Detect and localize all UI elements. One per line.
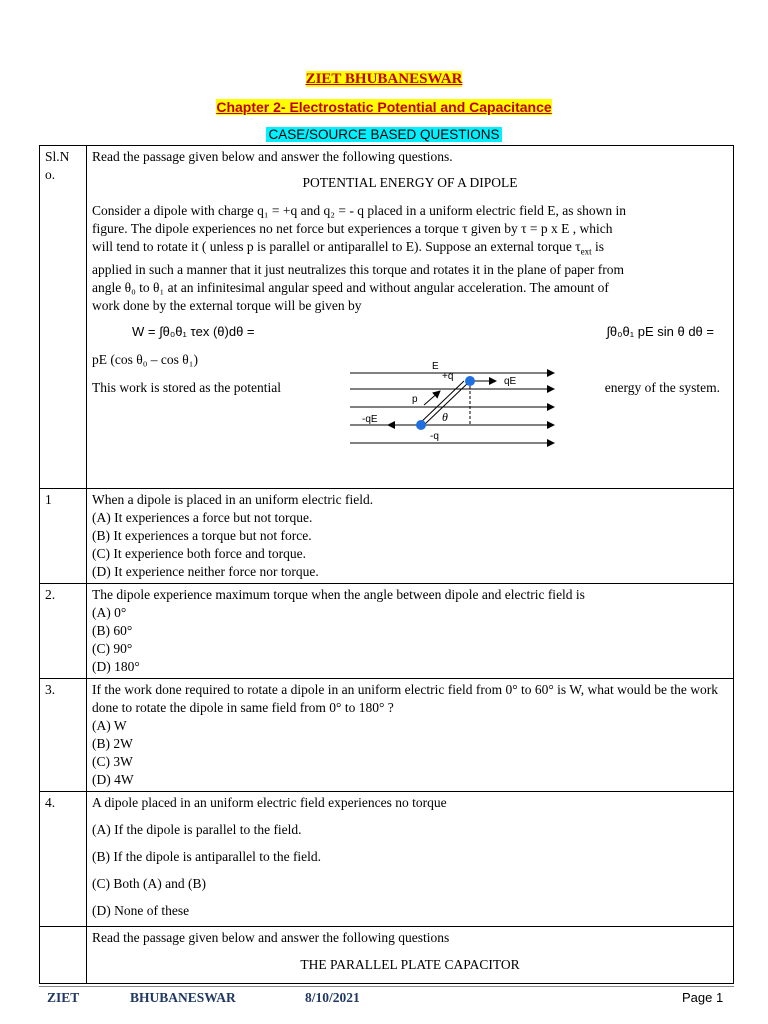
question-row — [40, 679, 734, 792]
option: (C) 90° — [92, 641, 133, 656]
formula-right: ∫θ₀θ₁ pE sin θ dθ = — [606, 323, 714, 339]
work-formula — [92, 323, 728, 341]
passage2-number — [40, 927, 87, 984]
option: (A) W — [92, 718, 127, 733]
option: (D) 180° — [92, 659, 140, 674]
option: (D) It experience neither force nor torque. — [92, 564, 319, 579]
footer-rule — [39, 986, 734, 987]
passage2-cell — [87, 927, 734, 984]
question-text: When a dipole is placed in an uniform electric field. — [92, 492, 374, 507]
field-label: E — [432, 360, 439, 372]
school-title: ZIET BHUBANESWAR — [305, 71, 463, 87]
question-number: 1 — [40, 489, 87, 584]
formula-result: pE (cos θ₀ – cos θ₁) — [92, 351, 198, 367]
dipole-figure-row — [92, 360, 728, 459]
field-lines — [350, 370, 554, 443]
option: (A) It experiences a force but not torque. — [92, 510, 313, 525]
option: (A) If the dipole is parallel to the field. — [92, 822, 302, 837]
option: (A) 0° — [92, 605, 127, 620]
plus-q-label: +q — [442, 370, 454, 382]
question-text: If the work done required to rotate a dipole in an uniform electric field from 0° to 60° is W, what would be the work done to rotate the dipole in same field from 0° to 180° ? — [92, 682, 719, 715]
passage-line: angle θ₀ to θ₁ at an infinitesimal angular speed and without angular acceleration. The amount of — [92, 279, 609, 295]
question-row — [40, 584, 734, 679]
passage-cell — [87, 146, 734, 489]
option: (C) It experience both force and torque. — [92, 546, 307, 561]
dipole-diagram — [346, 355, 566, 455]
option: (B) If the dipole is antiparallel to the field. — [92, 849, 322, 864]
passage-body — [92, 202, 728, 315]
dipole-rod — [418, 381, 464, 425]
option: (C) Both (A) and (B) — [92, 876, 206, 891]
question-row — [40, 489, 734, 584]
passage-title: POTENTIAL ENERGY OF A DIPOLE — [302, 175, 518, 190]
question-number: 3. — [40, 679, 87, 792]
passage-line: work done by the external torque will be given by — [92, 297, 362, 313]
section-title: CASE/SOURCE BASED QUESTIONS — [268, 127, 500, 142]
footer-date: 8/10/2021 — [305, 990, 360, 1005]
stored-text-left: This work is stored as the potential — [92, 379, 281, 395]
moment-arrow — [424, 391, 440, 405]
chapter-title: Chapter 2- Electrostatic Potential and Capacitance — [216, 99, 552, 115]
negative-charge — [416, 420, 426, 430]
p-label: p — [412, 393, 418, 405]
footer-middle: BHUBANESWAR — [130, 990, 236, 1005]
questions-table — [39, 145, 734, 984]
qE-label: qE — [504, 375, 517, 387]
formula-left: W = ∫θ₀θ₁ τex (θ)dθ = — [132, 323, 255, 339]
passage2-title: THE PARALLEL PLATE CAPACITOR — [300, 957, 520, 972]
passage-line: figure. The dipole experiences no net force but experiences a torque τ given by τ = p x E , which — [92, 221, 613, 236]
page-number: Page 1 — [682, 990, 724, 1005]
footer-left: ZIET — [47, 990, 80, 1005]
passage2-row — [40, 927, 734, 984]
option: (B) 2W — [92, 736, 133, 751]
minus-qE-label: -qE — [362, 413, 378, 425]
question-number: 4. — [40, 792, 87, 927]
option: (B) It experiences a torque but not force. — [92, 528, 312, 543]
col-header: Sl.N o. — [40, 146, 87, 489]
option: (B) 60° — [92, 623, 133, 638]
passage-line: will tend to rotate it ( unless p is parallel or antiparallel to E). Suppose an external torque $\tau_{ext}$ is — [92, 239, 605, 257]
theta-label: θ — [442, 409, 448, 424]
option: (C) 3W — [92, 754, 133, 769]
option: (D) None of these — [92, 903, 190, 918]
page-footer — [0, 990, 768, 1010]
passage-line: Consider a dipole with charge q₁ = +q and q₂ = - q placed in a uniform electric field E, as shown in — [92, 203, 626, 218]
positive-charge — [465, 376, 475, 386]
option: (D) 4W — [92, 772, 134, 787]
question-text: The dipole experience maximum torque when the angle between dipole and electric field is — [92, 587, 585, 602]
question-number: 2. — [40, 584, 87, 679]
question-cell — [87, 679, 734, 792]
question-text: A dipole placed in an uniform electric field experiences no torque — [92, 795, 447, 810]
passage-line: applied in such a manner that it just neutralizes this torque and rotates it in the plane of paper from — [92, 261, 624, 277]
question-cell — [87, 792, 734, 927]
stored-text-right: energy of the system. — [604, 379, 720, 395]
question-cell — [87, 584, 734, 679]
question-row — [40, 792, 734, 927]
passage2-intro: Read the passage given below and answer the following questions — [92, 930, 450, 945]
minus-q-label: -q — [430, 430, 439, 442]
question-cell — [87, 489, 734, 584]
passage-intro: Read the passage given below and answer the following questions. — [92, 149, 453, 164]
passage-row — [40, 146, 734, 489]
